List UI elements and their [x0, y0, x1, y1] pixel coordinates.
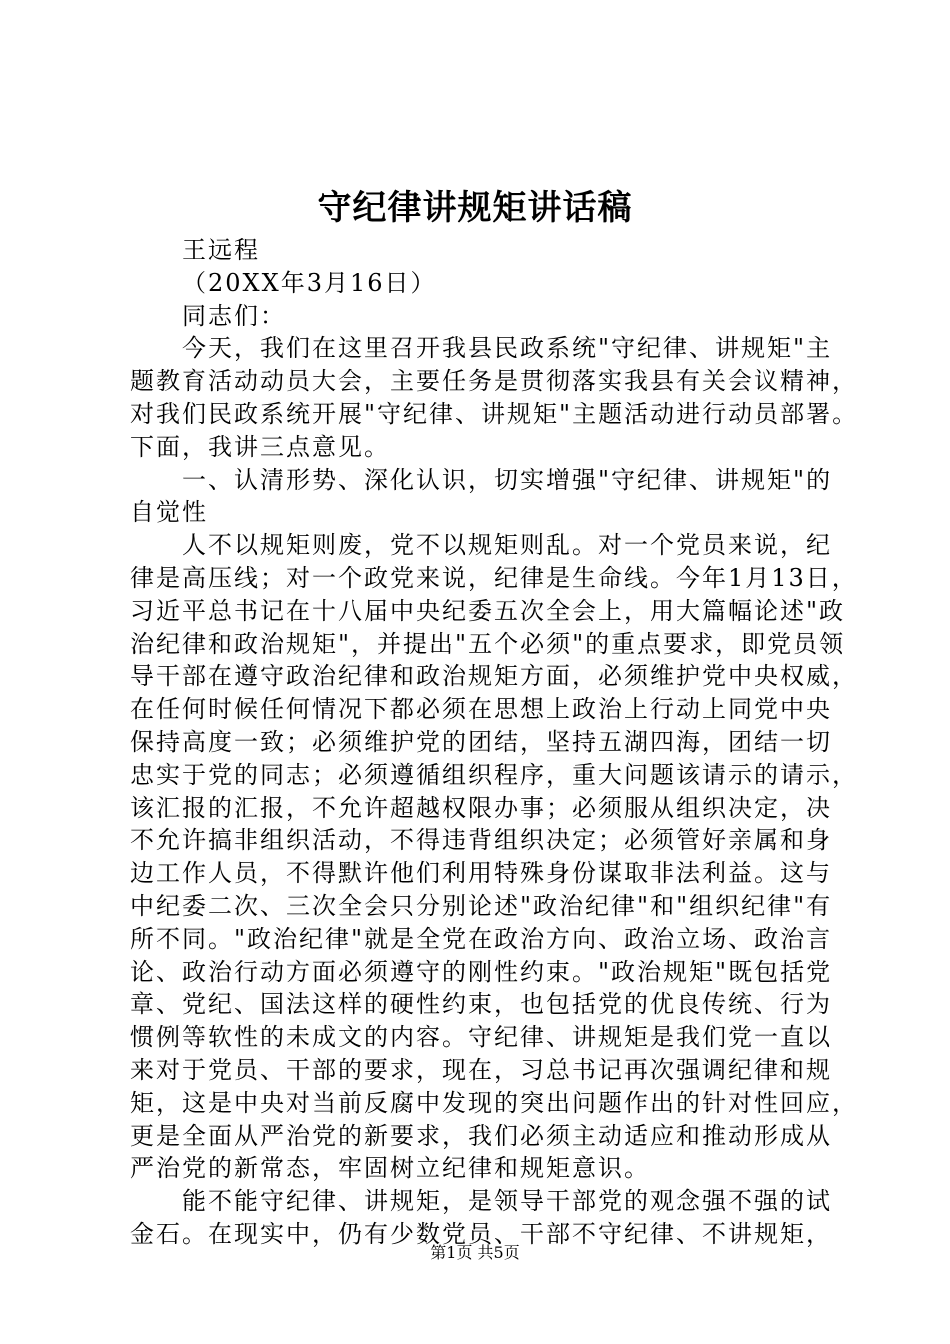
body-line: 矩，这是中央对当前反腐中发现的突出问题作出的针对性回应，: [130, 1088, 858, 1117]
body-line: 王远程: [182, 236, 260, 264]
body-line: 不允许搞非组织活动，不得违背组织决定；必须管好亲属和身: [130, 826, 832, 855]
body-line: 章、党纪、国法这样的硬性约束，也包括党的优良传统、行为: [130, 990, 832, 1019]
body-line: 下面，我讲三点意见。: [130, 432, 390, 461]
body-line: 论、政治行动方面必须遵守的刚性约束。"政治规矩"既包括党: [130, 957, 833, 986]
body-line: 边工作人员，不得默许他们利用特殊身份谋取非法利益。这与: [130, 859, 832, 888]
page-footer: 第1页 共5页: [430, 1243, 520, 1262]
body-line: 导干部在遵守政治纪律和政治规矩方面，必须维护党中央权威，: [130, 662, 858, 691]
body-line: 能不能守纪律、讲规矩，是领导干部党的观念强不强的试: [182, 1187, 832, 1216]
body-line: 题教育活动动员大会，主要任务是贯彻落实我县有关会议精神，: [130, 367, 858, 396]
body-line: （20XX年3月16日）: [182, 268, 437, 297]
body-line: 保持高度一致；必须维护党的团结，坚持五湖四海，团结一切: [130, 727, 832, 756]
body-line: 所不同。"政治纪律"就是全党在政治方向、政治立场、政治言: [130, 924, 833, 953]
body-line: 同志们：: [182, 301, 286, 330]
document-title: 守纪律讲规矩讲话稿: [317, 188, 633, 228]
body-line: 律是高压线；对一个政党来说，纪律是生命线。今年1月13日，: [130, 563, 858, 592]
body-line: 金石。在现实中，仍有少数党员、干部不守纪律、不讲规矩，: [130, 1219, 832, 1248]
body-line: 一、认清形势、深化认识，切实增强"守纪律、讲规矩"的: [182, 465, 833, 494]
body-line: 在任何时候任何情况下都必须在思想上政治上行动上同党中央: [130, 695, 832, 724]
body-line: 对我们民政系统开展"守纪律、讲规矩"主题活动进行动员部署。: [130, 399, 859, 428]
document-body: [130, 234, 859, 1251]
body-line: 习近平总书记在十八届中央纪委五次全会上，用大篇幅论述"政: [130, 596, 846, 625]
body-line: 惯例等软性的未成文的内容。守纪律、讲规矩是我们党一直以: [130, 1023, 832, 1052]
body-line: 人不以规矩则废，党不以规矩则乱。对一个党员来说，纪: [182, 531, 832, 560]
body-line: 严治党的新常态，牢固树立纪律和规矩意识。: [130, 1154, 650, 1183]
body-line: 忠实于党的同志；必须遵循组织程序，重大问题该请示的请示，: [130, 760, 858, 789]
body-line: 自觉性: [130, 498, 208, 527]
body-line: 该汇报的汇报，不允许超越权限办事；必须服从组织决定，决: [130, 793, 832, 822]
body-line: 更是全面从严治党的新要求，我们必须主动适应和推动形成从: [130, 1121, 832, 1150]
body-line: 治纪律和政治规矩"，并提出"五个必须"的重点要求，即党员领: [130, 629, 846, 658]
body-line: 今天，我们在这里召开我县民政系统"守纪律、讲规矩"主: [182, 334, 833, 363]
body-line: 来对于党员、干部的要求，现在，习总书记再次强调纪律和规: [130, 1055, 832, 1084]
body-line: 中纪委二次、三次全会只分别论述"政治纪律"和"组织纪律"有: [130, 891, 833, 920]
